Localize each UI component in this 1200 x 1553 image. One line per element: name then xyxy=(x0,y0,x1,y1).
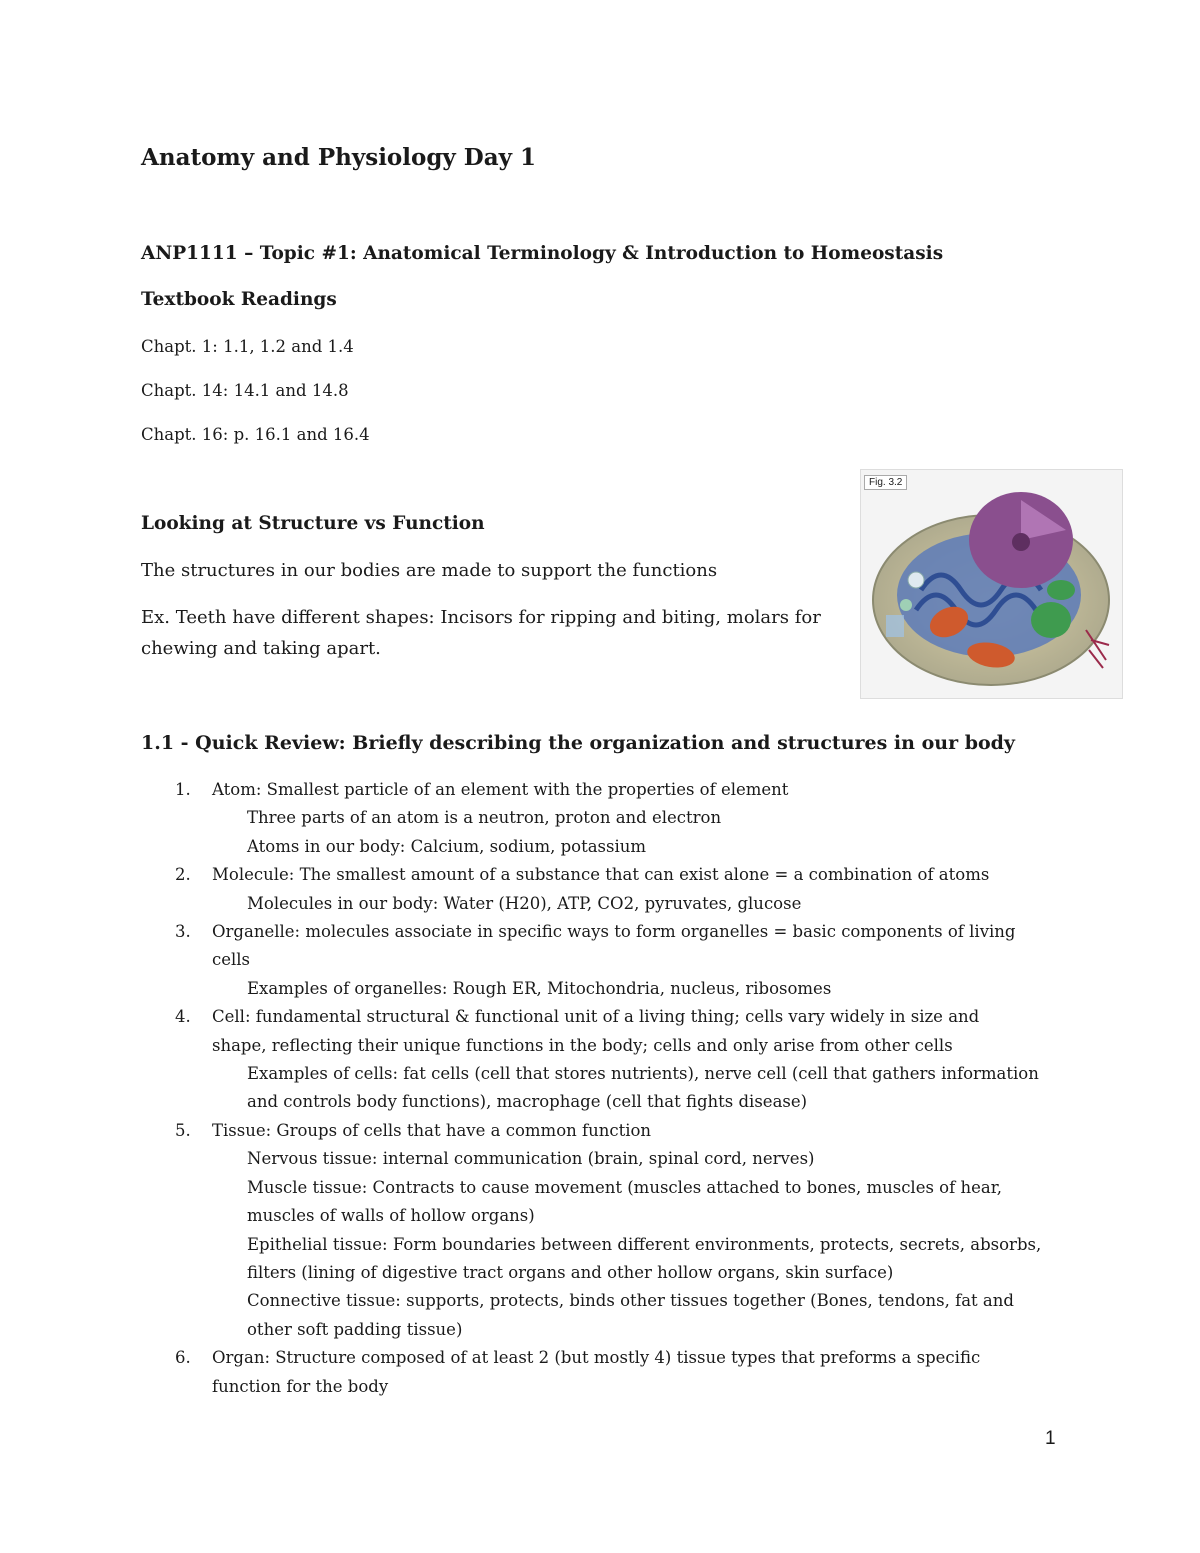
sub-item: other soft padding tissue) xyxy=(247,1319,463,1339)
page-number: 1 xyxy=(1045,1428,1056,1449)
list-number: 3. xyxy=(175,922,191,942)
item-text: Tissue: Groups of cells that have a common function xyxy=(212,1120,652,1140)
list-number: 2. xyxy=(175,865,191,885)
item-text: Organelle: molecules associate in specific ways to form organelles = basic components of living xyxy=(212,922,1016,942)
topic-heading: ANP1111 – Topic #1: Anatomical Terminology & Introduction to Homeostasis xyxy=(141,243,944,264)
list-item xyxy=(141,1003,1091,1117)
structure-text: The structures in our bodies are made to support the functions xyxy=(141,560,718,581)
reading-line: Chapt. 14: 14.1 and 14.8 xyxy=(141,381,349,400)
sub-item: filters (lining of digestive tract organs and other hollow organs, skin surface) xyxy=(247,1262,894,1282)
cell-illustration-icon xyxy=(861,470,1122,698)
sub-item: Atoms in our body: Calcium, sodium, potassium xyxy=(247,836,647,856)
sub-item: Muscle tissue: Contracts to cause movement (muscles attached to bones, muscles of hear, xyxy=(247,1177,1003,1197)
sub-item: muscles of walls of hollow organs) xyxy=(247,1206,535,1226)
sub-item: and controls body functions), macrophage (cell that fights disease) xyxy=(247,1092,808,1112)
item-text: Cell: fundamental structural & functional unit of a living thing; cells vary widely in size and xyxy=(212,1007,980,1027)
sub-item: Examples of cells: fat cells (cell that stores nutrients), nerve cell (cell that gathers information xyxy=(247,1064,1039,1084)
sub-item: Connective tissue: supports, protects, binds other tissues together (Bones, tendons, fat and xyxy=(247,1291,1014,1311)
list-number: 4. xyxy=(175,1007,191,1027)
list-item xyxy=(141,776,1091,861)
structure-example: Ex. Teeth have different shapes: Incisors for ripping and biting, molars for xyxy=(141,607,821,628)
review-list xyxy=(141,776,1091,1401)
item-text: Molecule: The smallest amount of a substance that can exist alone = a combination of atoms xyxy=(212,865,990,885)
readings-heading: Textbook Readings xyxy=(141,289,337,310)
list-item xyxy=(141,918,1091,1003)
structure-heading: Looking at Structure vs Function xyxy=(141,513,485,534)
sub-item: Examples of organelles: Rough ER, Mitochondria, nucleus, ribosomes xyxy=(247,978,832,998)
item-text: shape, reflecting their unique functions in the body; cells and only arise from other cells xyxy=(212,1035,953,1055)
review-heading: 1.1 - Quick Review: Briefly describing the organization and structures in our body xyxy=(141,732,1015,754)
reading-line: Chapt. 1: 1.1, 1.2 and 1.4 xyxy=(141,337,354,356)
structure-example-cont: chewing and taking apart. xyxy=(141,638,381,659)
list-item xyxy=(141,861,1091,918)
page-title: Anatomy and Physiology Day 1 xyxy=(141,144,537,171)
reading-line: Chapt. 16: p. 16.1 and 16.4 xyxy=(141,425,370,444)
item-text: cells xyxy=(212,950,251,970)
sub-item: Three parts of an atom is a neutron, proton and electron xyxy=(247,808,722,828)
figure-label: Fig. 3.2 xyxy=(864,475,907,490)
sub-item: Epithelial tissue: Form boundaries between different environments, protects, secrets, absorbs, xyxy=(247,1234,1042,1254)
item-text: Organ: Structure composed of at least 2 (but mostly 4) tissue types that preforms a specific xyxy=(212,1348,981,1368)
cell-figure xyxy=(860,469,1123,699)
list-item xyxy=(141,1117,1091,1344)
list-number: 5. xyxy=(175,1120,191,1140)
item-text: Atom: Smallest particle of an element with the properties of element xyxy=(212,780,789,799)
sub-item: Molecules in our body: Water (H20), ATP, CO2, pyruvates, glucose xyxy=(247,893,802,913)
item-text: function for the body xyxy=(212,1376,389,1396)
list-number: 6. xyxy=(175,1348,191,1368)
sub-item: Nervous tissue: internal communication (brain, spinal cord, nerves) xyxy=(247,1149,815,1169)
list-number: 1. xyxy=(175,780,191,799)
list-item xyxy=(141,1344,1091,1401)
